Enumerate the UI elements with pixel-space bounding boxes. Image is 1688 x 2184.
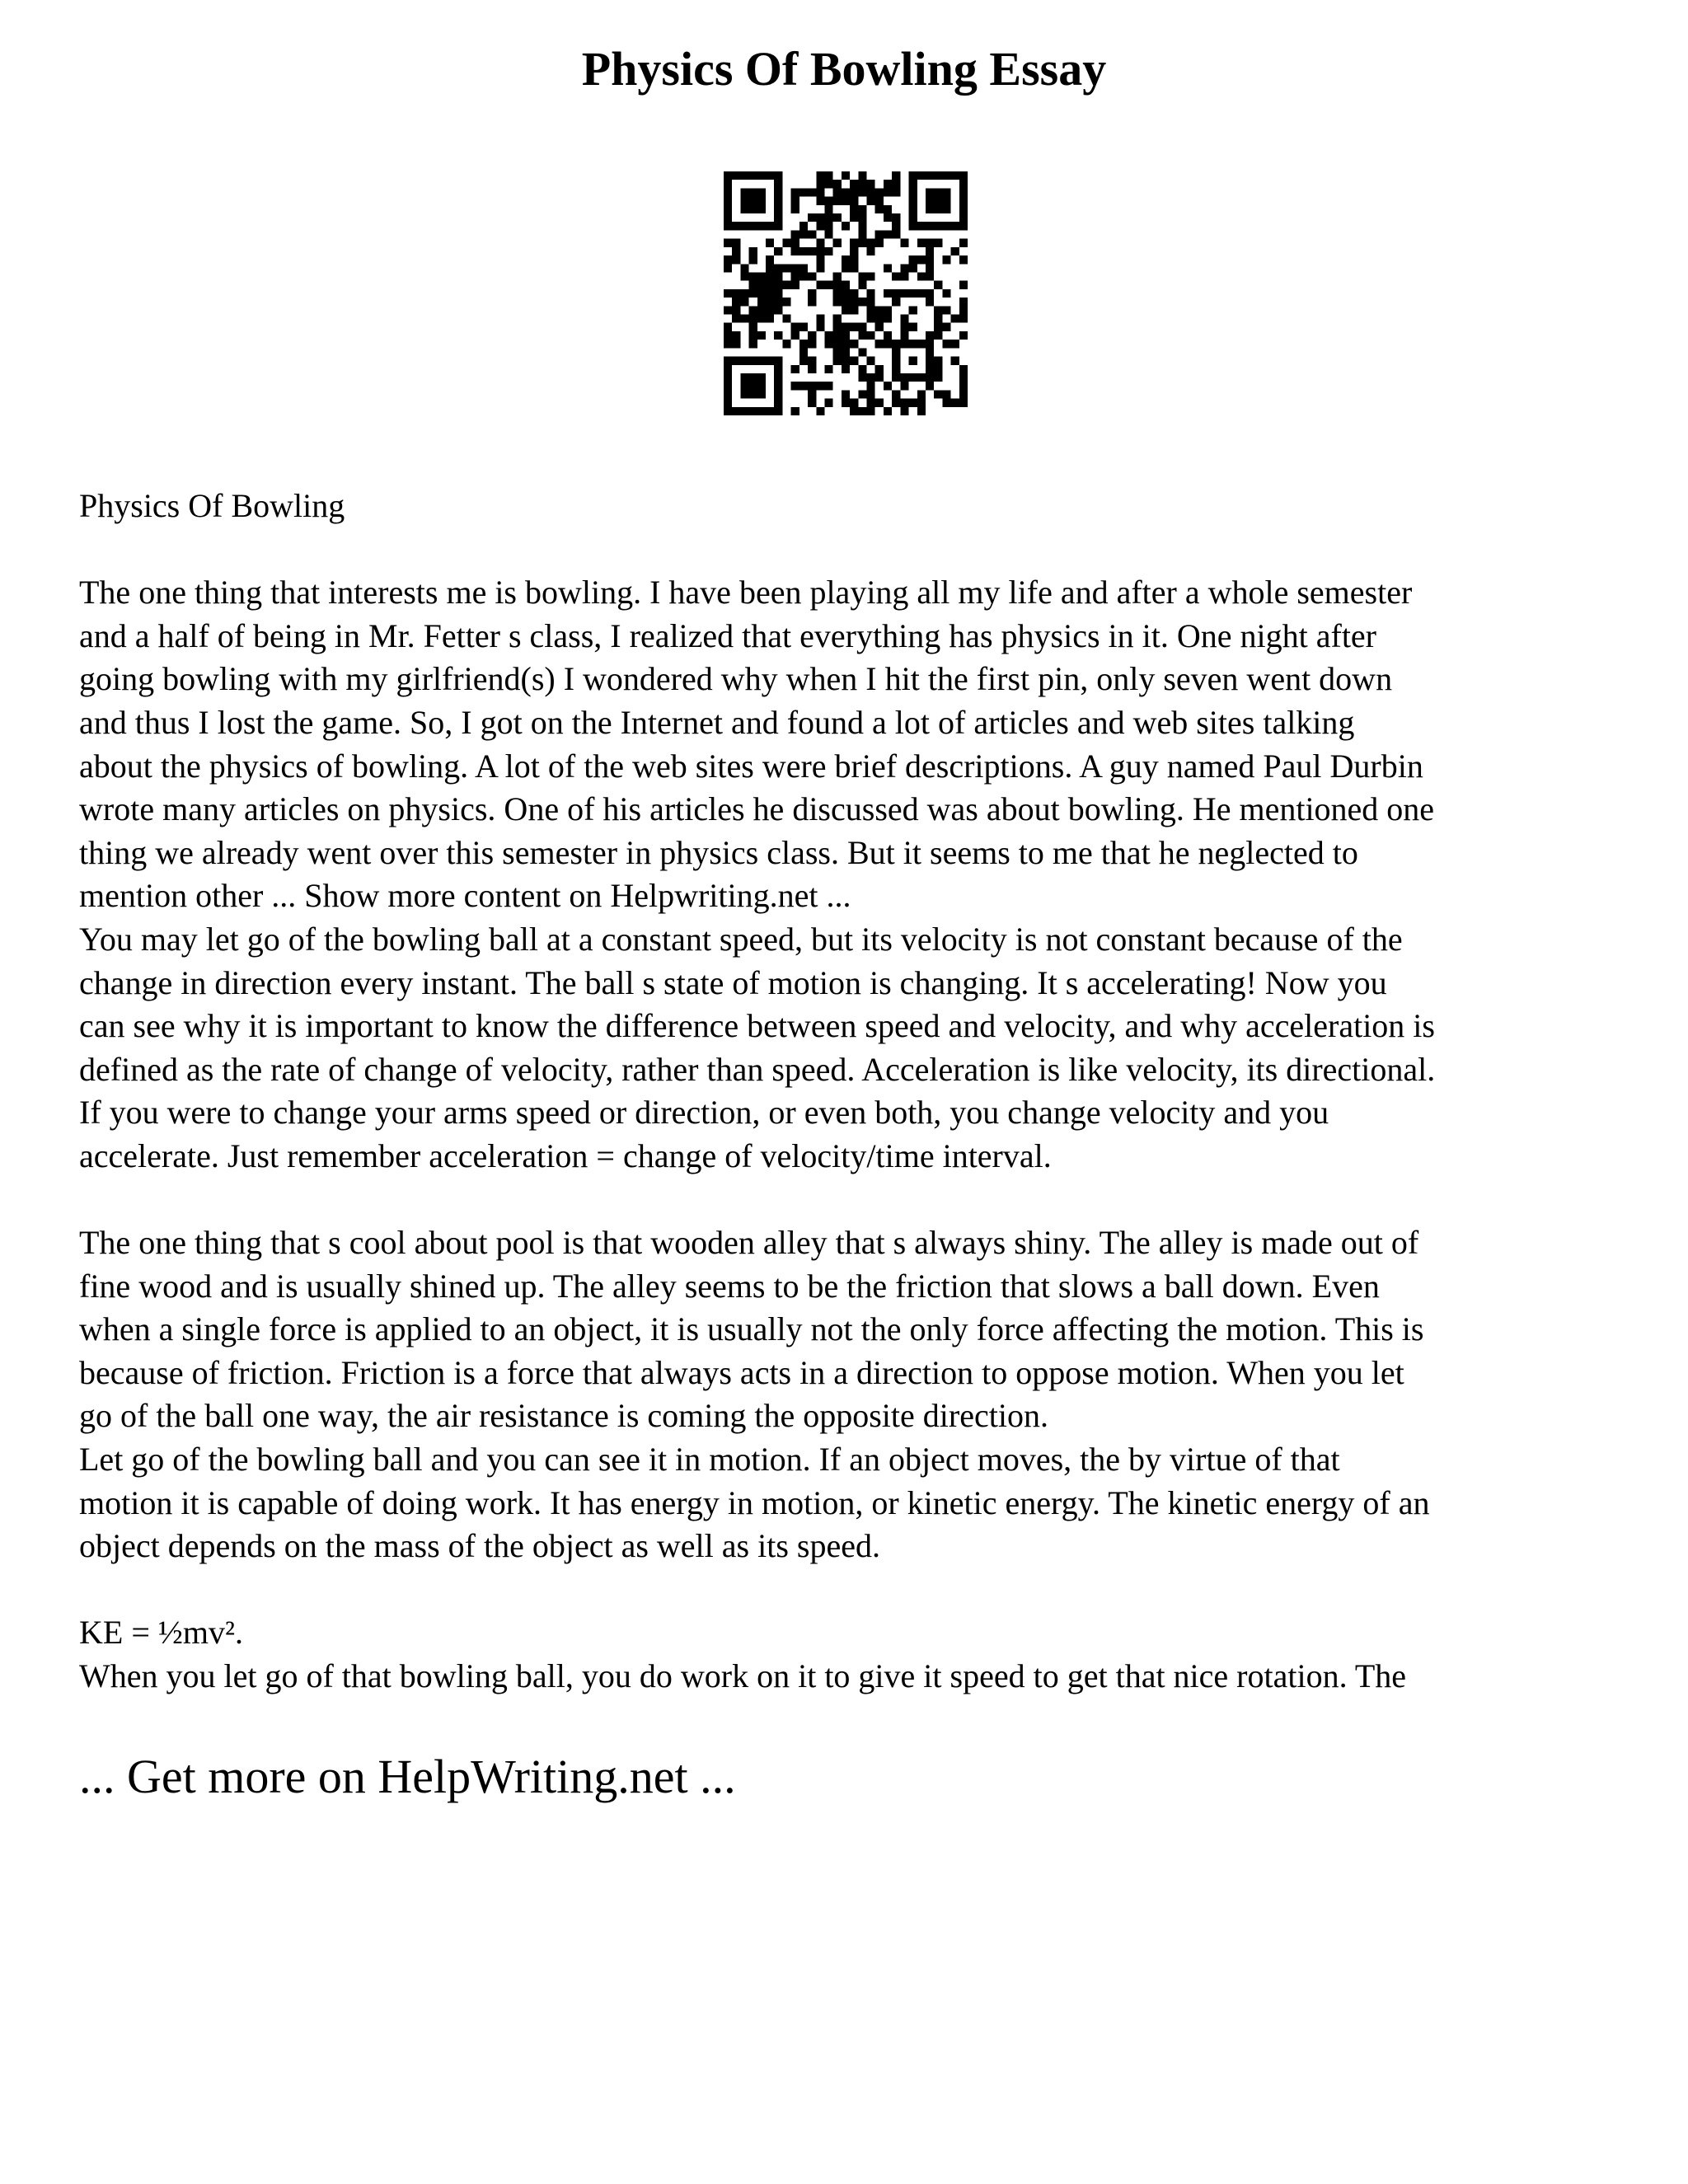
text-line: defined as the rate of change of velocity, rather than speed. Acceleration is like velocity, its directional.: [79, 1050, 1436, 1088]
formula-line: KE = ½mv².: [79, 1614, 243, 1652]
text-line: If you were to change your arms speed or direction, or even both, you change velocity and you: [79, 1094, 1329, 1132]
essay-subtitle: Physics Of Bowling: [79, 487, 345, 524]
text-line: The one thing that interests me is bowling. I have been playing all my life and after a whole semester: [79, 574, 1413, 612]
text-line: fine wood and is usually shined up. The alley seems to be the friction that slows a ball down. Even: [79, 1267, 1380, 1305]
qr-code-graphic: [724, 170, 968, 417]
text-line: go of the ball one way, the air resistance is coming the opposite direction.: [79, 1397, 1048, 1435]
text-line: thing we already went over this semester in physics class. But it seems to me that he neglected to: [79, 833, 1358, 871]
text-line: object depends on the mass of the object as well as its speed.: [79, 1527, 880, 1565]
paragraph-1: [79, 571, 1629, 1178]
text-line: when a single force is applied to an object, it is usually not the only force affecting the motion. This is: [79, 1310, 1424, 1348]
get-more-link[interactable]: ... Get more on HelpWriting.net ...: [79, 1750, 736, 1803]
text-line: wrote many articles on physics. One of his articles he discussed was about bowling. He mentioned one: [79, 790, 1435, 828]
text-line: accelerate. Just remember acceleration = change of velocity/time interval.: [79, 1137, 1052, 1174]
document-title: Physics Of Bowling Essay: [581, 42, 1107, 96]
text-line: The one thing that s cool about pool is that wooden alley that s always shiny. The alley is made out of: [79, 1224, 1419, 1262]
text-line: motion it is capable of doing work. It has energy in motion, or kinetic energy. The kinetic energy of an: [79, 1483, 1430, 1521]
text-line: change in direction every instant. The ball s state of motion is changing. It s accelerating! Now you: [79, 963, 1387, 1001]
essay-body: [79, 485, 1629, 1699]
text-line: can see why it is important to know the difference between speed and velocity, and why acceleration is: [79, 1007, 1435, 1045]
text-line-show-more: mention other ... Show more content on Helpwriting.net ...: [79, 877, 851, 915]
paragraph-2: [79, 1221, 1629, 1568]
text-line: and a half of being in Mr. Fetter s class, I realized that everything has physics in it. One night after: [79, 616, 1377, 654]
text-line: going bowling with my girlfriend(s) I wondered why when I hit the first pin, only seven went down: [79, 660, 1393, 698]
text-line: because of friction. Friction is a force that always acts in a direction to oppose motion. When you let: [79, 1353, 1404, 1391]
text-line: You may let go of the bowling ball at a constant speed, but its velocity is not constant because of the: [79, 920, 1403, 958]
text-line: Let go of the bowling ball and you can see it in motion. If an object moves, the by virtue of that: [79, 1441, 1340, 1479]
paragraph-3: [79, 1611, 1629, 1698]
text-line: and thus I lost the game. So, I got on the Internet and found a lot of articles and web sites talking: [79, 703, 1355, 741]
text-line: When you let go of that bowling ball, you do work on it to give it speed to get that nice rotation. The: [79, 1657, 1407, 1695]
qr-code-icon: [724, 170, 968, 417]
text-line: about the physics of bowling. A lot of the web sites were brief descriptions. A guy named Paul Durbin: [79, 747, 1423, 785]
